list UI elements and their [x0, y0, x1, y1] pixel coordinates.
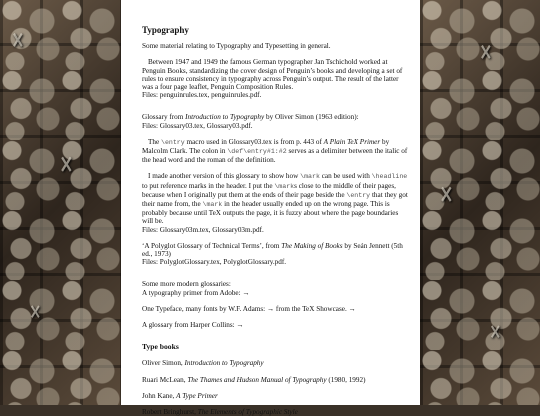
polyglot-files-link[interactable]: Files: PolyglotGlossary.tex, PolyglotGlossary.pdf. [142, 258, 287, 267]
code-entry: \entry [346, 191, 371, 199]
code-entry: \entry [160, 138, 185, 146]
book-item [142, 359, 410, 367]
text-span: I made another version of this glossary to show how [148, 172, 301, 181]
type-books-heading: Type books [142, 342, 179, 352]
book-title: A Type Primer [176, 391, 218, 400]
entry-macro-paragraph [142, 138, 410, 165]
book-title: The Elements of Typographic Style [197, 408, 298, 416]
text-span: can be used with [319, 172, 372, 181]
glossary-lead: Glossary from [142, 113, 186, 122]
glossary-intro [142, 113, 410, 129]
text-span: serves as a delimiter between the italic of the head word and the roman of the definition. [142, 147, 408, 165]
type-glyph-decoration: ☓ [440, 180, 453, 209]
adobe-primer-link[interactable]: A typography primer from Adobe: → [142, 288, 250, 297]
harper-collins-link[interactable]: A glossary from Harper Collins: → [142, 321, 244, 330]
book-title: Introduction to Typography [184, 359, 264, 368]
intro-text: Some material relating to Typography and Typesetting in general. [142, 42, 331, 51]
book-author: Ruari McLean, [142, 375, 188, 384]
book-details: (1980, 1992) [326, 375, 366, 384]
type-glyph-decoration: ☓ [490, 320, 501, 344]
text-span: s close to the middle of their pages, because when I originally put them at the ends of their page beside the [142, 181, 396, 199]
book-author: Oliver Simon, [142, 359, 185, 368]
mark-paragraph [142, 172, 410, 233]
code-def-entry: \def\entry#1:#2 [227, 148, 287, 156]
type-glyph-decoration: ☓ [30, 300, 41, 324]
text-span: by Seán Jennett (5th ed., 1973) [142, 241, 403, 259]
penguin-files-link[interactable]: Files: penguinrules.tex, penguinrules.pdf. [142, 91, 262, 100]
book-item [142, 392, 410, 400]
text-span: to put reference marks in the header. I put the [142, 181, 275, 190]
modern-glossaries [142, 280, 410, 296]
adams-link[interactable]: One Typeface, many fonts by W.F. Adams: → from the TeX Showcase. → [142, 304, 356, 313]
glossary-book-title: Introduction to Typography [185, 113, 265, 122]
type-glyph-decoration: ☓ [12, 28, 24, 54]
book-title: The Thames and Hudson Manual of Typography [187, 375, 327, 384]
text-span: ‘A Polyglot Glossary of Technical Terms’, from [142, 241, 282, 250]
content-page [121, 0, 420, 416]
code-mark: \mark [202, 201, 223, 209]
background-right-panel [420, 0, 540, 405]
penguin-text: Between 1947 and 1949 the famous German typographer Jan Tschichold worked at Penguin Books, standardizing the cover design of Penguin’s books and developing a set of rules to ensure consistency in typography across Penguin’s output. The result of the latter was a four page leaflet, Penguin Composition Rules. [142, 58, 403, 92]
type-glyph-decoration: ☓ [60, 150, 73, 179]
penguin-paragraph [142, 58, 410, 99]
book-item [142, 376, 410, 384]
code-mark: \mark [274, 182, 295, 190]
text-span: by Malcolm Clark. The colon in [142, 137, 390, 156]
modern-heading: Some more modern glossaries: [142, 280, 231, 289]
book-author: Robert Bringhurst, [142, 408, 198, 416]
text-span: macro used in Glossary03.tex is from p. 443 of [184, 137, 324, 146]
code-mark: \mark [300, 173, 320, 181]
code-headline: \headline [371, 173, 408, 181]
text-span: in the header usually ended up on the wrong page. This is probably because until TeX outputs the page, it is fuzzy about where the page boundaries will be. [142, 200, 399, 226]
text-span: The [148, 137, 161, 146]
glossary-m-files-link[interactable]: Files: Glossary03m.tex, Glossary03m.pdf. [142, 225, 264, 234]
book-item [142, 408, 410, 416]
type-glyph-decoration: ☓ [480, 40, 492, 66]
book-title: The Making of Books [281, 241, 343, 250]
glossary-files-link[interactable]: Files: Glossary03.tex, Glossary03.pdf. [142, 121, 253, 130]
page-title: Typography [142, 25, 189, 35]
background-left-panel [0, 0, 121, 405]
book-title: A Plain TeX Primer [323, 137, 381, 146]
polyglot-paragraph [142, 242, 410, 267]
glossary-lead-after: by Oliver Simon (1963 edition): [264, 113, 359, 122]
book-author: John Kane, [142, 391, 177, 400]
text-span: that they got their name from, the [142, 190, 408, 209]
